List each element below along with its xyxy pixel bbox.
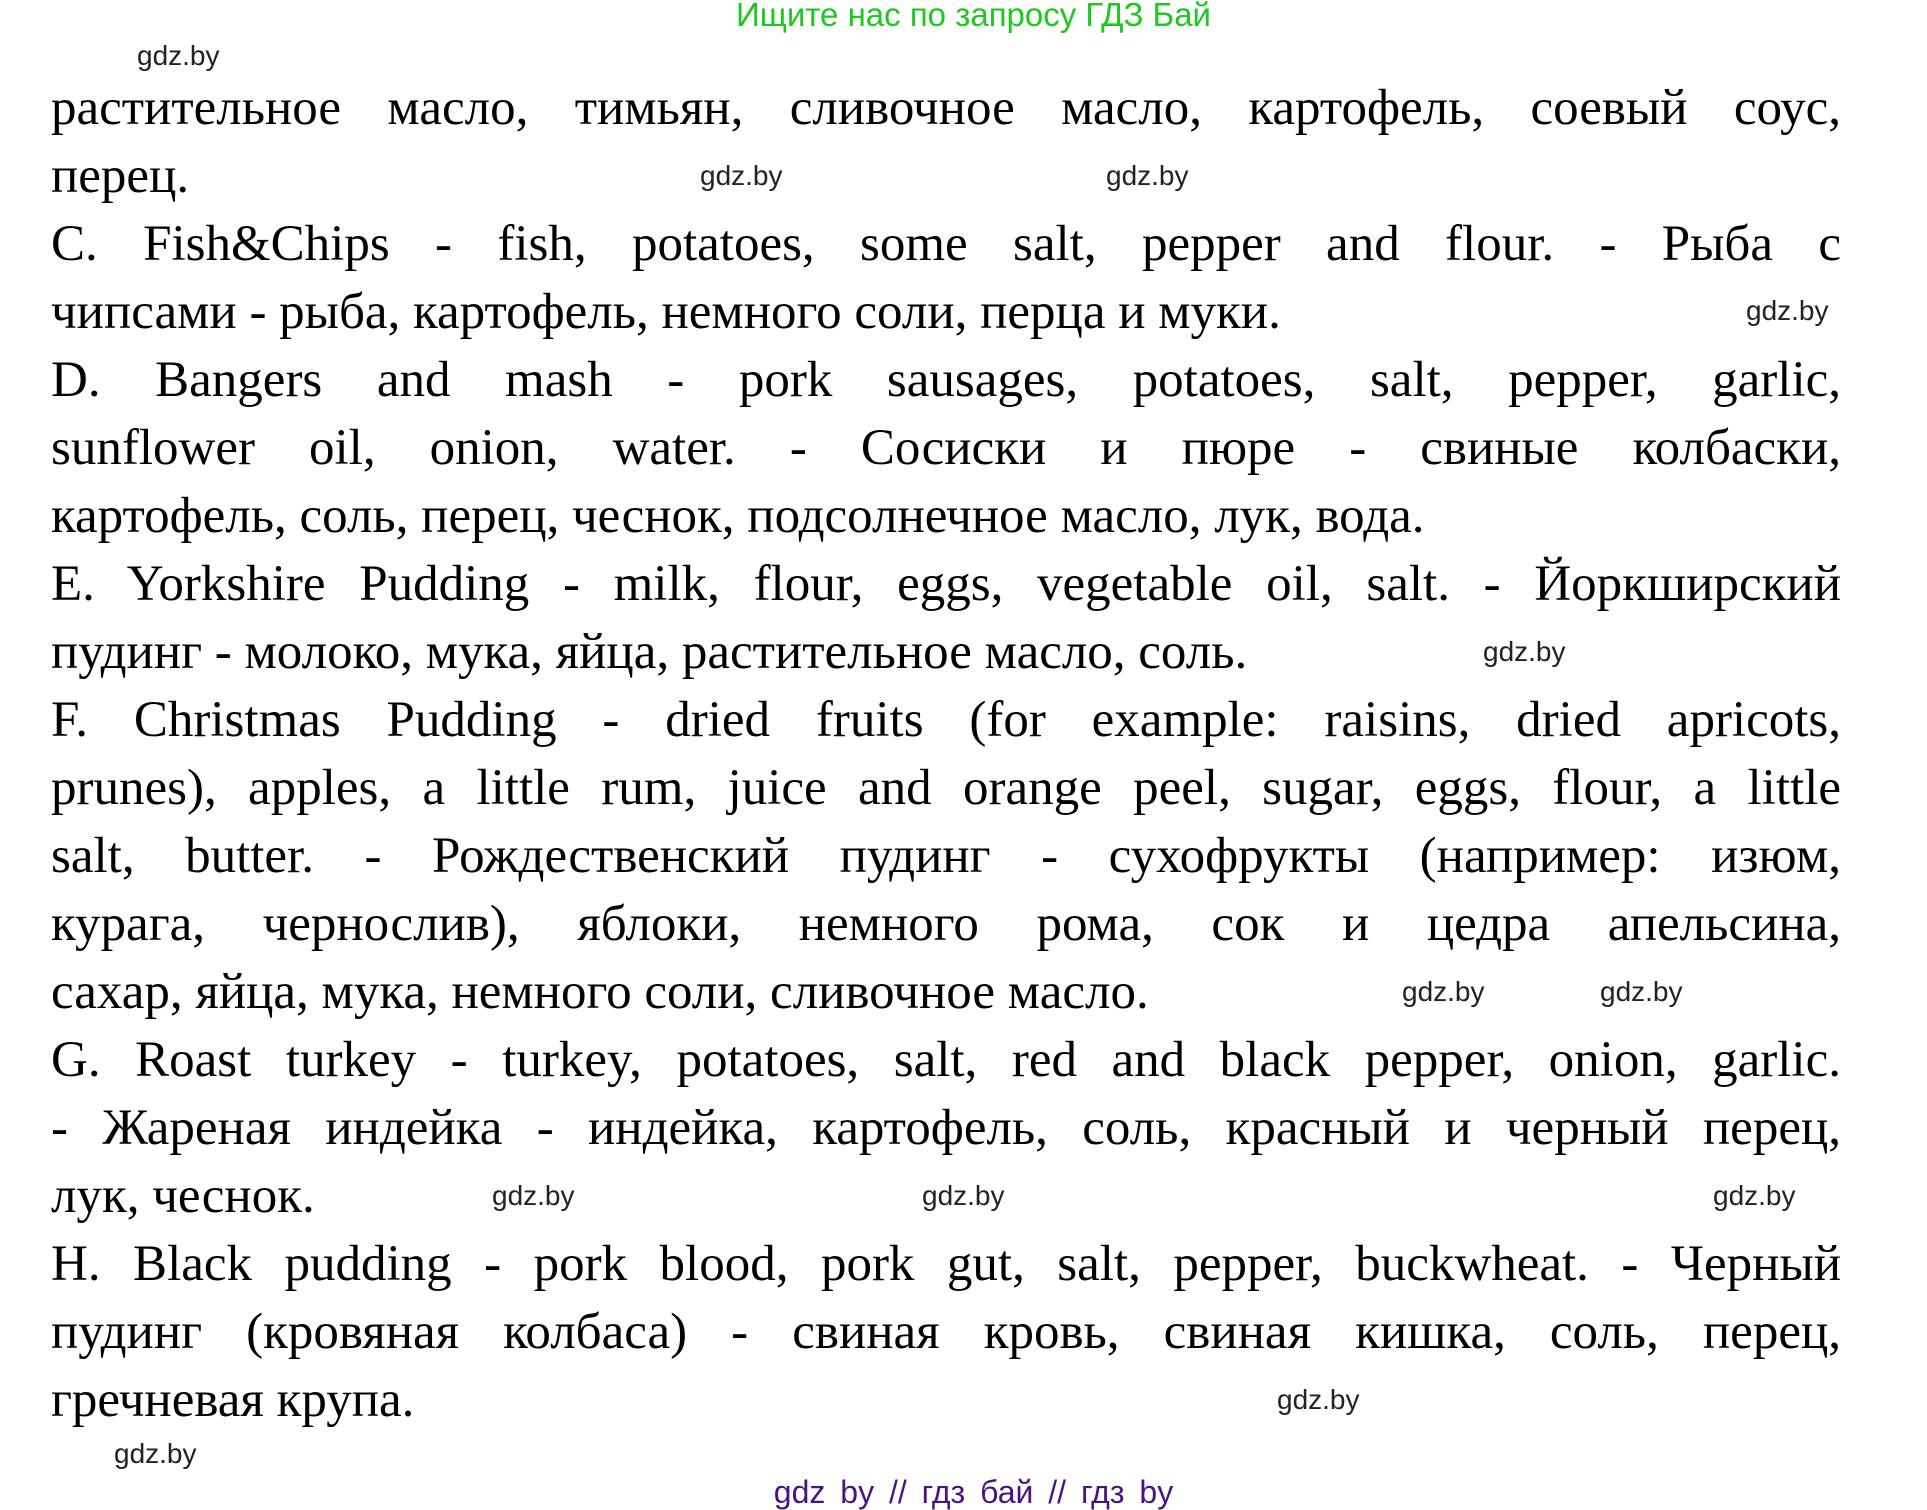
text-line: перец. [51,148,190,204]
footer-links: gdz by // гдз бай // гдз by [773,1474,1174,1510]
text-line: пудинг (кровяная колбаса) - свиная кровь, свиная кишка, соль, перец, [51,1304,1841,1360]
text-line: картофель, соль, перец, чеснок, подсолнечное масло, лук, вода. [51,488,1425,544]
text-line: C. Fish&Chips - fish, potatoes, some salt, pepper and flour. - Рыба с [51,216,1841,272]
text-line: H. Black pudding - pork blood, pork gut, salt, pepper, buckwheat. - Черный [51,1236,1841,1292]
watermark: gdz.by [1402,976,1485,1007]
text-line: лук, чеснок. [51,1168,315,1224]
watermark: gdz.by [1600,976,1683,1007]
watermark: gdz.by [114,1438,197,1469]
text-line: G. Roast turkey - turkey, potatoes, salt, red and black pepper, onion, garlic. [51,1032,1841,1088]
text-line: prunes), apples, a little rum, juice and orange peel, sugar, eggs, flour, a little [51,760,1841,816]
text-line: E. Yorkshire Pudding - milk, flour, eggs, vegetable oil, salt. - Йоркширский [51,556,1841,612]
text-line: D. Bangers and mash - pork sausages, potatoes, salt, pepper, garlic, [51,352,1841,408]
text-line: - Жареная индейка - индейка, картофель, соль, красный и черный перец, [51,1100,1841,1156]
watermark: gdz.by [1713,1180,1796,1211]
text-line: пудинг - молоко, мука, яйца, растительное масло, соль. [51,624,1248,680]
watermark: gdz.by [1277,1384,1360,1415]
text-line: растительное масло, тимьян, сливочное масло, картофель, соевый соус, [51,80,1841,136]
watermark: gdz.by [492,1180,575,1211]
text-line: salt, butter. - Рождественский пудинг - сухофрукты (например: изюм, [51,828,1841,884]
text-line: курага, чернослив), яблоки, немного рома, сок и цедра апельсина, [51,896,1841,952]
text-line: чипсами - рыба, картофель, немного соли, перца и муки. [51,284,1281,340]
text-line: F. Christmas Pudding - dried fruits (for example: raisins, dried apricots, [51,692,1841,748]
promo-header: Ищите нас по запросу ГДЗ Бай [736,0,1211,33]
watermark: gdz.by [1106,160,1189,191]
text-line: гречневая крупа. [51,1372,415,1428]
text-line: sunflower oil, onion, water. - Сосиски и пюре - свиные колбаски, [51,420,1841,476]
text-line: сахар, яйца, мука, немного соли, сливочное масло. [51,964,1149,1020]
watermark: gdz.by [700,160,783,191]
document-text [51,74,1841,1434]
watermark: gdz.by [1746,295,1829,326]
watermark: gdz.by [922,1180,1005,1211]
watermark: gdz.by [1483,636,1566,667]
watermark: gdz.by [137,40,220,71]
